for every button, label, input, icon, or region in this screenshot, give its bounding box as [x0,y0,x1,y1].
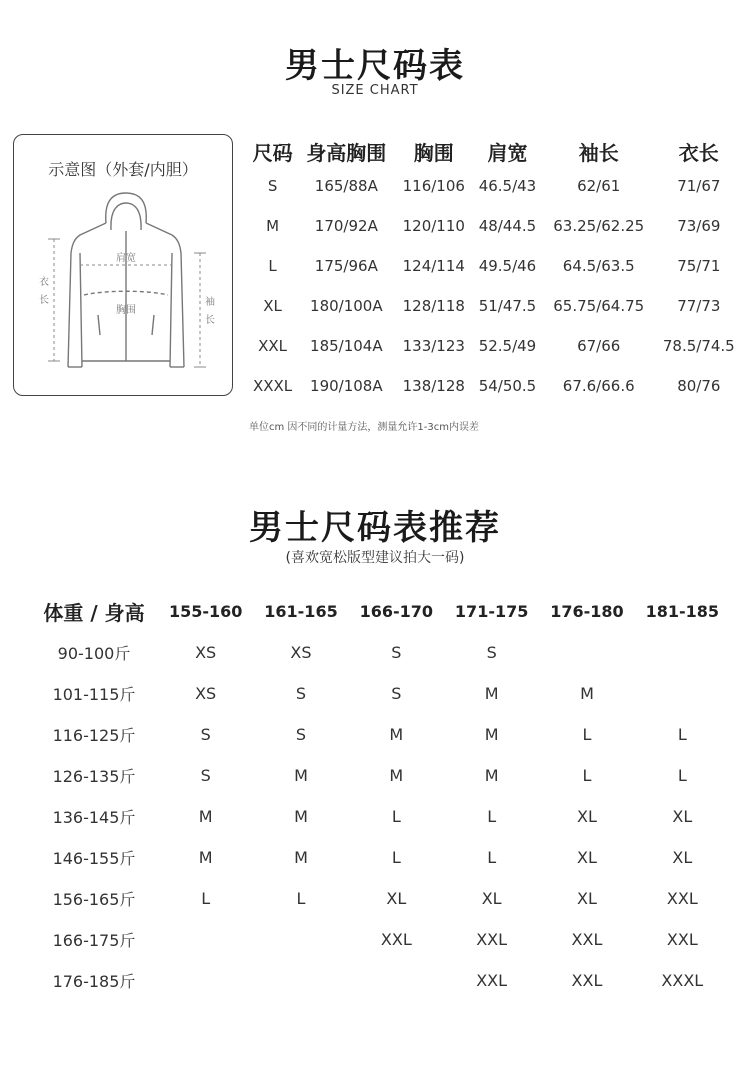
size-cell: XS [195,684,217,703]
table-cell: 75/71 [677,257,721,275]
size-cell [253,960,348,1001]
table-cell: 77/73 [677,297,721,315]
size-cell: XXL [476,930,508,949]
table-cell: XXL [258,337,288,355]
body-length-label-top: 衣 [39,277,49,288]
size-cell: XXL [571,971,603,990]
recommendation-title: 男士尺码表推荐 [249,508,501,548]
table-cell: 170/92A [314,217,378,235]
size-cell: M [294,766,308,785]
size-cell: L [677,725,687,744]
size-cell: S [486,643,497,662]
table-cell: 67.6/66.6 [562,377,635,395]
size-chart-title: 男士尺码表 [285,46,465,86]
table-cell: 138/128 [402,377,465,395]
diagram-label: 示意图（外套/内胆） [48,160,198,179]
size-cell: XL [672,807,693,826]
size-cell: M [198,807,213,826]
size-cell: XS [195,643,217,662]
size-cell: XL [577,889,597,908]
header-size: 尺码 [252,140,293,165]
table-cell: 46.5/43 [478,177,537,195]
size-cell [539,632,634,673]
table-cell: 71/67 [677,177,721,195]
table-cell: 116/106 [402,177,465,195]
table-cell: 52.5/49 [478,337,537,355]
size-cell: XL [577,807,597,826]
jacket-diagram [13,134,233,396]
sleeve-length-label-bottom: 长 [205,315,215,326]
size-cell: M [580,684,594,703]
header-length: 衣长 [678,140,719,165]
size-table-header-row [248,136,743,166]
size-cell: XXL [476,971,508,990]
table-cell: 63.25/62.25 [553,217,645,235]
shoulder-width-label: 肩宽 [116,253,136,264]
height-column-header: 155-160 [168,601,243,621]
weight-label: 126-135斤 [52,767,136,786]
size-cell: L [296,889,306,908]
size-cell: M [294,848,308,867]
table-row [248,206,743,246]
body-length-label-bottom: 长 [39,295,49,306]
size-cell: M [484,684,499,703]
table-row [248,286,743,326]
height-column-header: 161-165 [264,601,338,621]
size-cell [253,919,348,960]
table-cell: M [266,217,280,235]
table-row [248,246,743,286]
header-shoulder: 肩宽 [487,140,528,165]
recommendation-subtitle: (喜欢宽松版型建议拍大一码) [285,550,465,566]
size-cell: L [582,766,592,785]
table-cell: 133/123 [402,337,465,355]
table-row [30,632,730,673]
size-cell: XL [672,848,693,867]
weight-label: 176-185斤 [52,972,136,991]
table-cell: 54/50.5 [478,377,537,395]
weight-label: 156-165斤 [52,890,136,909]
size-cell [158,960,253,1001]
recommendation-header-row [30,590,730,632]
table-cell: L [268,257,277,275]
size-cell: L [487,848,497,867]
size-cell: XL [577,848,597,867]
table-cell: 62/61 [577,177,621,195]
weight-label: 90-100斤 [57,644,131,663]
jacket-illustration [14,135,234,397]
height-column-header: 171-175 [454,601,529,621]
size-cell: XXL [380,930,412,949]
weight-label: 136-145斤 [52,808,136,827]
measurement-note: 单位cm 因不同的计量方法，测量允许1-3cm内误差 [249,422,479,433]
size-cell: S [295,725,307,744]
table-cell: 49.5/46 [478,257,537,275]
size-cell: L [391,807,401,826]
table-cell: XXXL [252,377,293,395]
table-row [248,366,743,406]
height-column-header: 181-185 [645,601,720,621]
size-cell: S [200,725,211,744]
table-cell: 48/44.5 [478,217,537,235]
height-column-header: 166-170 [359,601,434,621]
size-cell: M [484,725,499,744]
size-cell: XXXL [661,971,704,990]
size-cell: XL [481,889,502,908]
recommendation-table [30,590,730,1001]
header-chest: 胸围 [413,140,454,165]
size-cell [349,960,444,1001]
table-cell: 180/100A [310,297,383,315]
table-cell: 185/104A [310,337,383,355]
size-cell: XXL [571,930,603,949]
table-row [248,166,743,206]
size-cell [635,632,730,673]
table-cell: 175/96A [314,257,378,275]
weight-height-header: 体重 / 身高 [43,600,145,625]
header-sleeve: 袖长 [578,140,619,165]
sleeve-length-label-top: 袖 [205,297,215,308]
size-cell: S [391,643,402,662]
size-cell: L [677,766,687,785]
table-row [30,755,730,796]
size-cell: L [487,807,497,826]
size-cell: M [389,766,404,785]
size-cell: S [391,684,402,703]
size-cell: M [198,848,213,867]
weight-label: 146-155斤 [52,849,136,868]
size-cell: L [582,725,592,744]
table-cell: 80/76 [677,377,721,395]
size-cell: M [294,807,308,826]
size-cell: S [295,684,307,703]
table-cell: 65.75/64.75 [553,297,645,315]
table-row [30,796,730,837]
table-cell: S [267,177,278,195]
size-cell: XXL [666,889,698,908]
size-cell: L [201,889,211,908]
table-cell: 73/69 [677,217,721,235]
size-cell: XS [290,643,312,662]
weight-label: 116-125斤 [52,726,136,745]
table-row [30,673,730,714]
table-row [248,326,743,366]
weight-label: 166-175斤 [52,931,136,950]
table-cell: 64.5/63.5 [562,257,635,275]
table-cell: 67/66 [577,337,621,355]
size-table [248,136,743,406]
table-cell: XL [263,297,282,315]
table-cell: 165/88A [314,177,378,195]
size-chart-subtitle: SIZE CHART [331,83,419,98]
table-cell: 78.5/74.5 [662,337,735,355]
table-row [30,837,730,878]
table-row [30,878,730,919]
size-cell: M [389,725,404,744]
chest-label: 胸围 [116,305,136,316]
size-cell: XXL [666,930,698,949]
table-cell: 190/108A [310,377,383,395]
table-cell: 124/114 [402,257,465,275]
weight-label: 101-115斤 [52,685,136,704]
size-cell [158,919,253,960]
size-cell [635,673,730,714]
size-cell: L [391,848,401,867]
size-cell: XL [386,889,407,908]
table-row [30,714,730,755]
table-cell: 128/118 [402,297,465,315]
table-cell: 51/47.5 [478,297,537,315]
header-height-chest: 身高胸围 [306,140,387,165]
table-row [30,960,730,1001]
table-row [30,919,730,960]
size-cell: M [484,766,499,785]
size-cell: S [200,766,211,785]
height-column-header: 176-180 [550,601,624,621]
table-cell: 120/110 [402,217,465,235]
